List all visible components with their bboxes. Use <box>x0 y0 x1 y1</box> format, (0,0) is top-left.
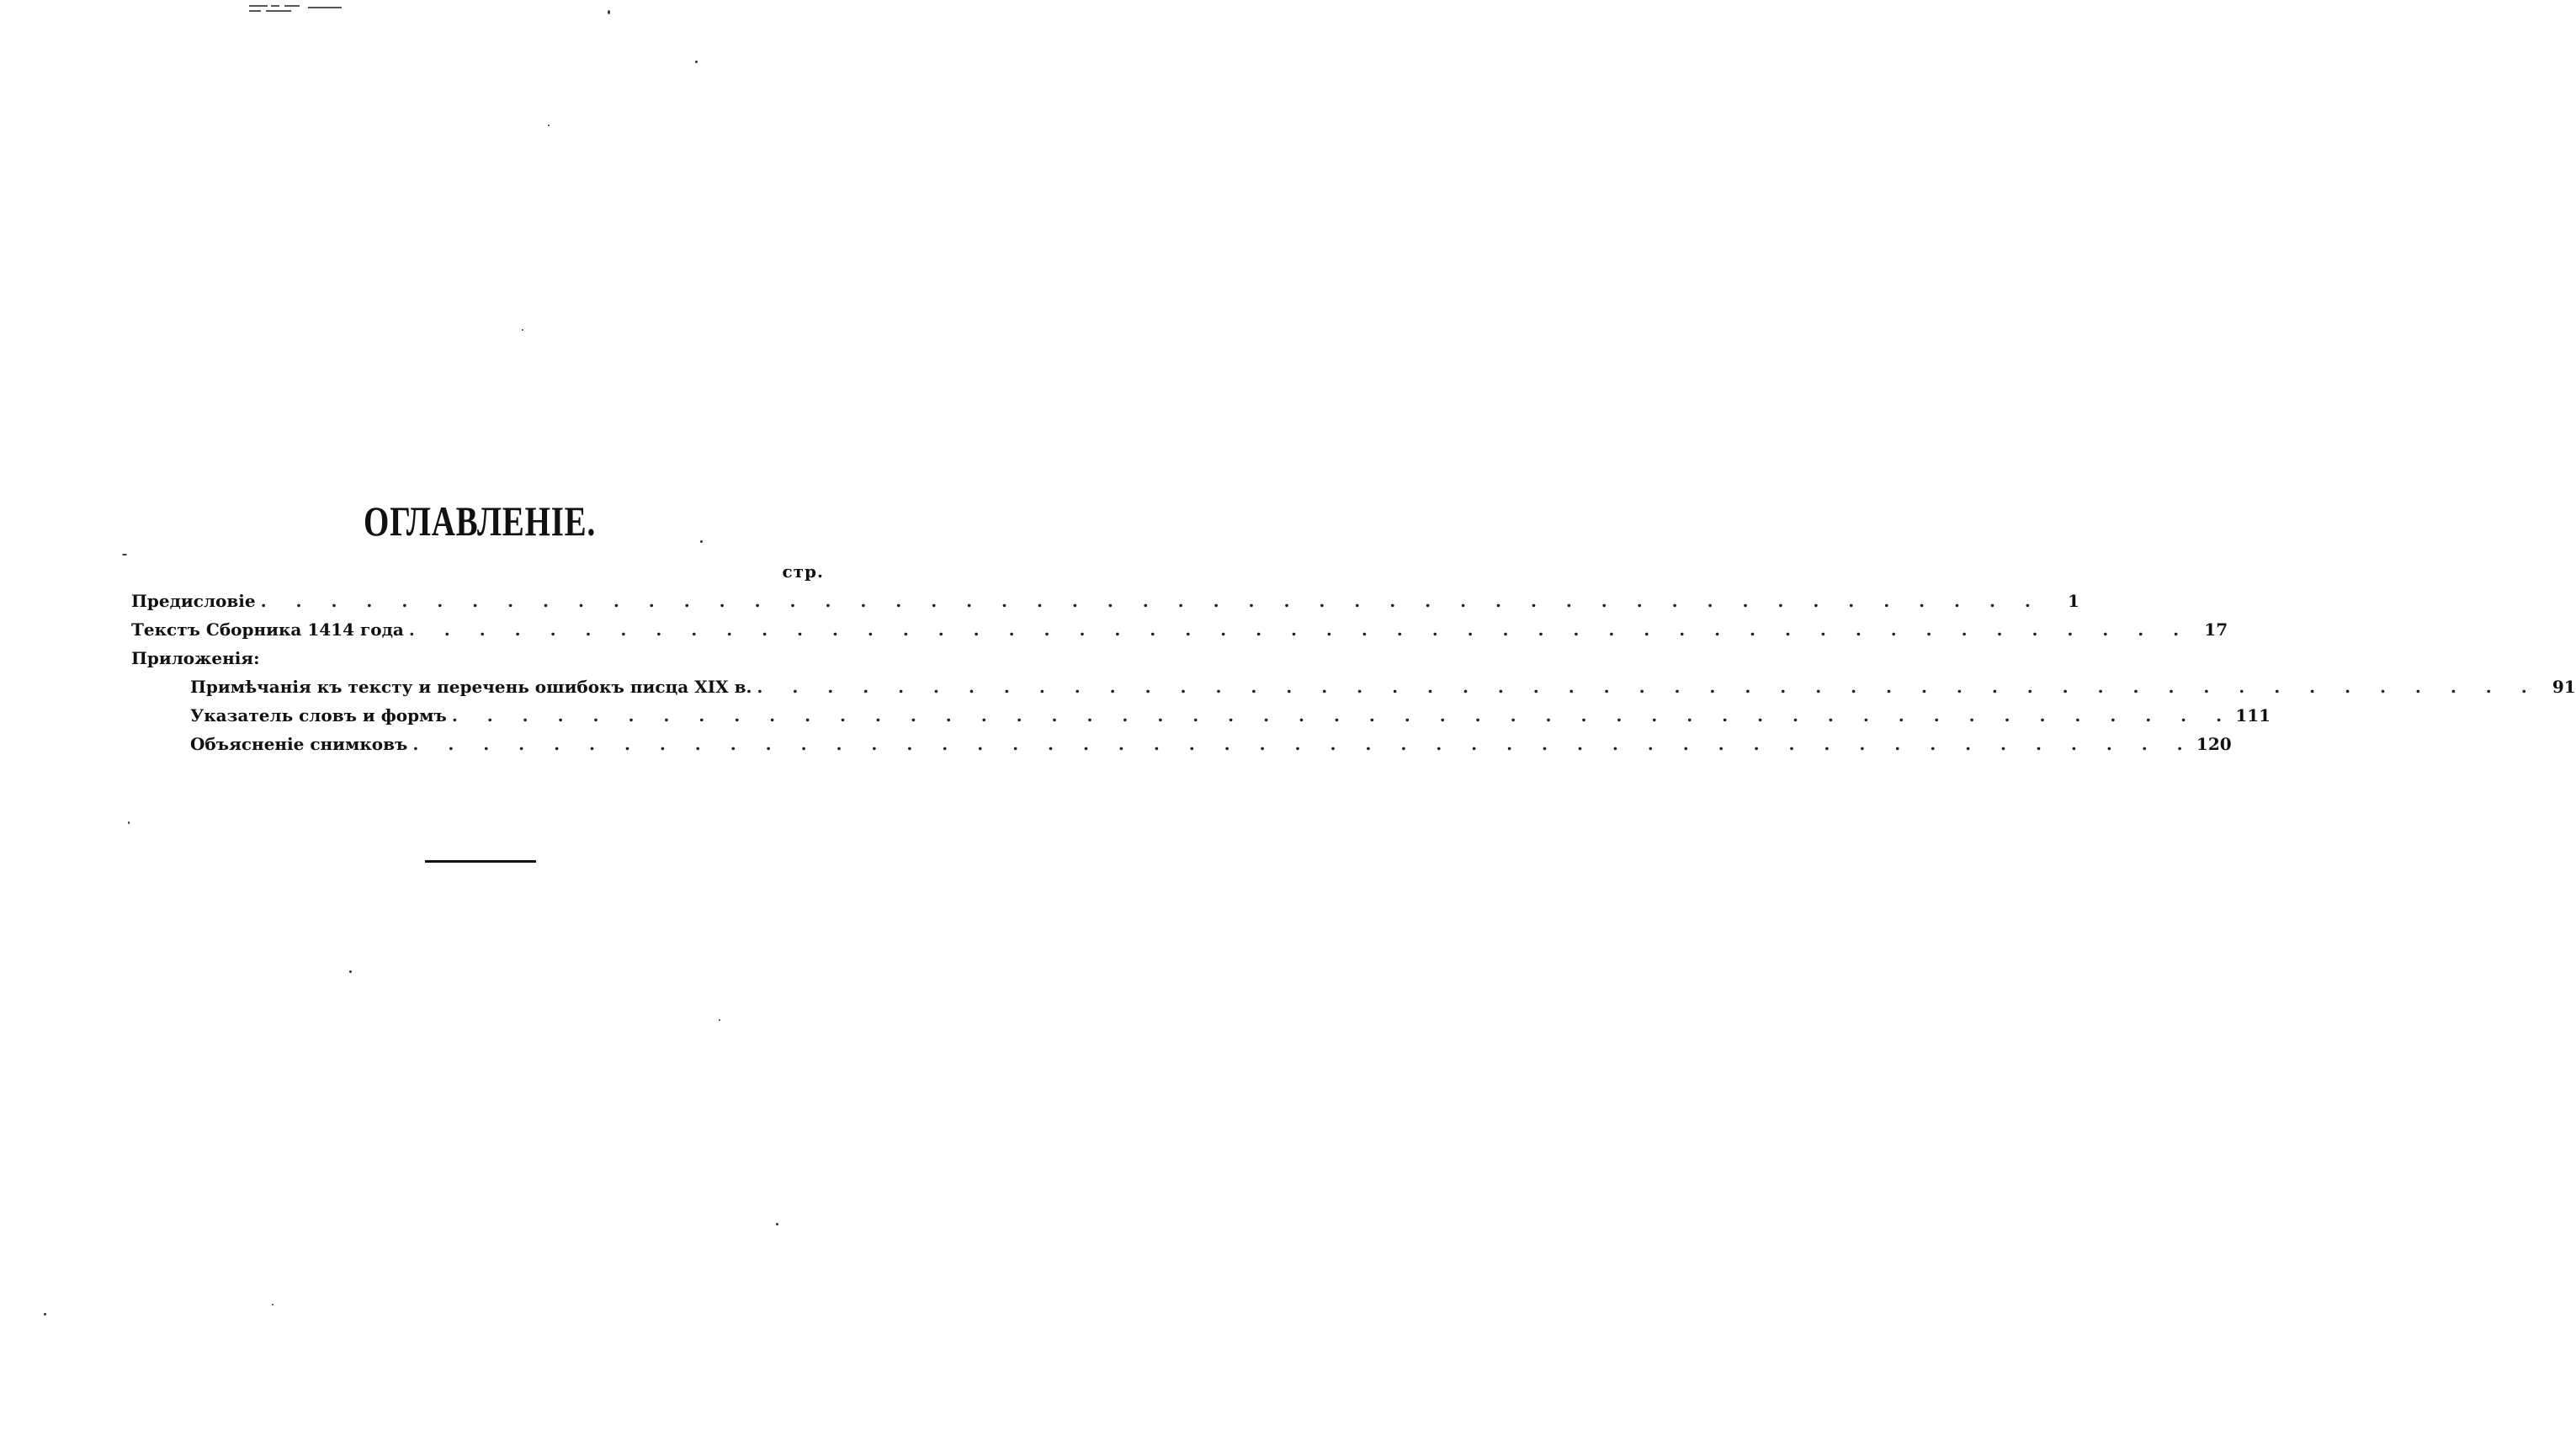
scan-speck <box>719 1019 720 1021</box>
toc-entry-label: Примѣчанія къ тексту и перечень ошибокъ писца XIX в. <box>190 677 752 697</box>
toc-entry-label: Текстъ Сборника 1414 года <box>131 619 404 640</box>
toc-entry-label: Приложенія: <box>131 648 260 668</box>
toc-entry-page: 111 <box>2235 705 2271 725</box>
scan-speck <box>272 1304 274 1305</box>
toc-entry-label: Предисловіе <box>131 591 256 611</box>
toc-section-heading <box>131 640 824 668</box>
page-column-header: стр. <box>782 561 824 582</box>
toc-entry[interactable] <box>190 697 2271 725</box>
scan-speck <box>608 10 610 14</box>
scan-speck <box>349 970 352 973</box>
dot-leader: . . . . . . . . . . . . . . . . . . . . . . . . . . . . . . . . . . . . . . . . . . . . . . . . . . . <box>757 677 2539 697</box>
scan-speck <box>695 61 698 63</box>
scan-speck <box>548 125 550 126</box>
scan-speck <box>44 1313 46 1315</box>
toc-entry-label: Объясненіе снимковъ <box>190 734 408 754</box>
dot-leader: . . . . . . . . . . . . . . . . . . . . . . . . . . . . . . . . . . . . . . . . . . . . . . . . . . . <box>451 705 2234 725</box>
dot-leader: . . . . . . . . . . . . . . . . . . . . . . . . . . . . . . . . . . . . . . . . . . . . . . . . . . . <box>408 619 2191 640</box>
page-title: ОГЛАВЛЕНІЕ. <box>364 497 596 545</box>
scan-speck <box>128 821 130 824</box>
section-divider <box>425 860 536 863</box>
toc-entry[interactable] <box>131 582 2079 611</box>
toc-entry[interactable] <box>131 611 2228 640</box>
toc-entry[interactable] <box>190 725 2232 754</box>
scan-artifact <box>249 5 359 13</box>
dot-leader: . . . . . . . . . . . . . . . . . . . . . . . . . . . . . . . . . . . . . . . . . . . . . . . . . . . <box>412 734 2195 754</box>
scan-speck <box>522 329 523 331</box>
toc-entry-page: 91 <box>2552 677 2576 697</box>
toc-entry-label: Указатель словъ и формъ <box>190 705 447 725</box>
toc-entry-page: 17 <box>2204 619 2228 640</box>
toc-entry-page: 120 <box>2196 734 2232 754</box>
toc-entry-page: 1 <box>2067 591 2079 611</box>
toc-entry[interactable] <box>190 668 2576 697</box>
scan-speck <box>122 554 127 555</box>
dot-leader: . . . . . . . . . . . . . . . . . . . . . . . . . . . . . . . . . . . . . . . . . . . . . . . . . . . <box>260 591 2042 611</box>
scan-speck <box>776 1223 778 1225</box>
